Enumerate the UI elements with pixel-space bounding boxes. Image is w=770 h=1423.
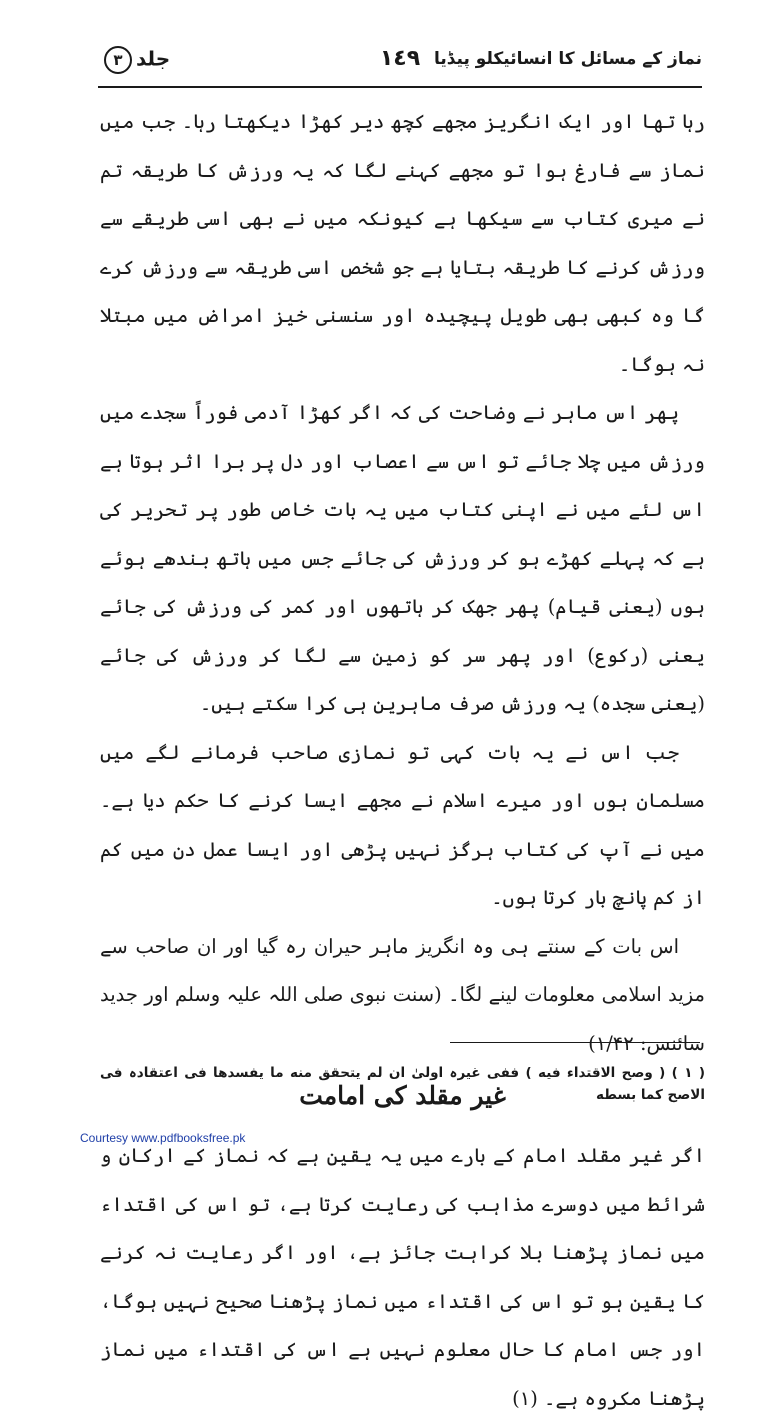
page-number: ١٤٩ (379, 46, 421, 71)
volume-label: جلد (136, 46, 171, 71)
header-divider (98, 86, 702, 88)
main-text (100, 98, 705, 1423)
book-title: نماز کے مسائل کا انسائیکلو پیڈیا (433, 49, 702, 69)
courtesy-link[interactable]: Courtesy www.pdfbooksfree.pk (80, 1131, 246, 1145)
section-heading: غیر مقلد کی امامت (299, 1081, 506, 1110)
page-header (98, 40, 702, 88)
footnote: ( ۱ ) ( وصح الاقتداء فیه ) ففی غیرہ اولیٰ ان لم یتحقق منه ما یفسدھا فی اعتقادہ فی الاصح کما بسطه (100, 1065, 705, 1103)
footnote-divider (450, 1042, 700, 1043)
paragraph: پھر اس ماہر نے وضاحت کی کہ اگر کھڑا آدمی فوراً سجدے میں ورزش میں چلا جائے تو اس سے اعصاب اور دل پر برا اثر ہوتا ہے اس لئے میں نے اپنی کتاب میں یہ بات خاص طور پر تحریر کی ہے کہ پہلے کھڑے ہو کر ورزش کی جائے جس میں ہاتھ بندھے ہوئے ہوں (یعنی قیام) پھر جھک کر ہاتھوں اور کمر کی ورزش کی جائے یعنی (رکوع) اور پھر سر کو زمین سے لگا کر ورزش کی جائے (یعنی سجدہ) یہ ورزش صرف ماہرین ہی کرا سکتے ہیں۔ (100, 401, 705, 715)
section-paragraph: اگر غیر مقلد امام کے بارے میں یہ یقین ہے کہ نماز کے ارکان و شرائط میں دوسرے مذاہب کی رعایت کرتا ہے، تو اس کی اقتداء میں نماز پڑھنا بلا کراہت جائز ہے، اور اگر رعایت نہ کرنے کا یقین ہو تو اس کی اقتداء میں نماز پڑھنا صحیح نہیں ہوگا، اور جس امام کا حال معلوم نہیں ہے اس کی اقتداء میں نماز پڑھنا مکروہ ہے۔ (۱) (100, 1144, 705, 1410)
paragraph: رہا تھا اور ایک انگریز مجھے کچھ دیر کھڑا دیکھتا رہا۔ جب میں نماز سے فارغ ہوا تو مجھے کہنے لگا کہ یہ ورزش کا طریقہ تم نے میری کتاب سے سیکھا ہے کیونکہ میں نے بھی اسی طریقے سے ورزش کرنے کا طریقہ بتایا ہے جو شخص اسی طریقہ سے ورزش کرے گا وہ کبھی بھی طویل پیچیدہ اور سنسنی خیز امراض میں مبتلا نہ ہوگا۔ (100, 110, 705, 376)
volume-number: ۳ (104, 46, 132, 74)
paragraph: جب اس نے یہ بات کہی تو نمازی صاحب فرمانے لگے میں مسلمان ہوں اور میرے اسلام نے مجھے ایسا کرنے کا حکم دیا ہے۔ میں نے آپ کی کتاب ہرگز نہیں پڑھی اور ایسا عمل دن میں کم از کم پانچ بار کرتا ہوں۔ (100, 740, 705, 909)
paragraph: اس بات کے سنتے ہی وہ انگریز ماہر حیران رہ گیا اور ان صاحب سے مزید اسلامی معلومات لینے لگا۔ (سنت نبوی صلی اللہ علیہ وسلم اور جدید سائنس: ۱/۴۲) (100, 934, 705, 1055)
